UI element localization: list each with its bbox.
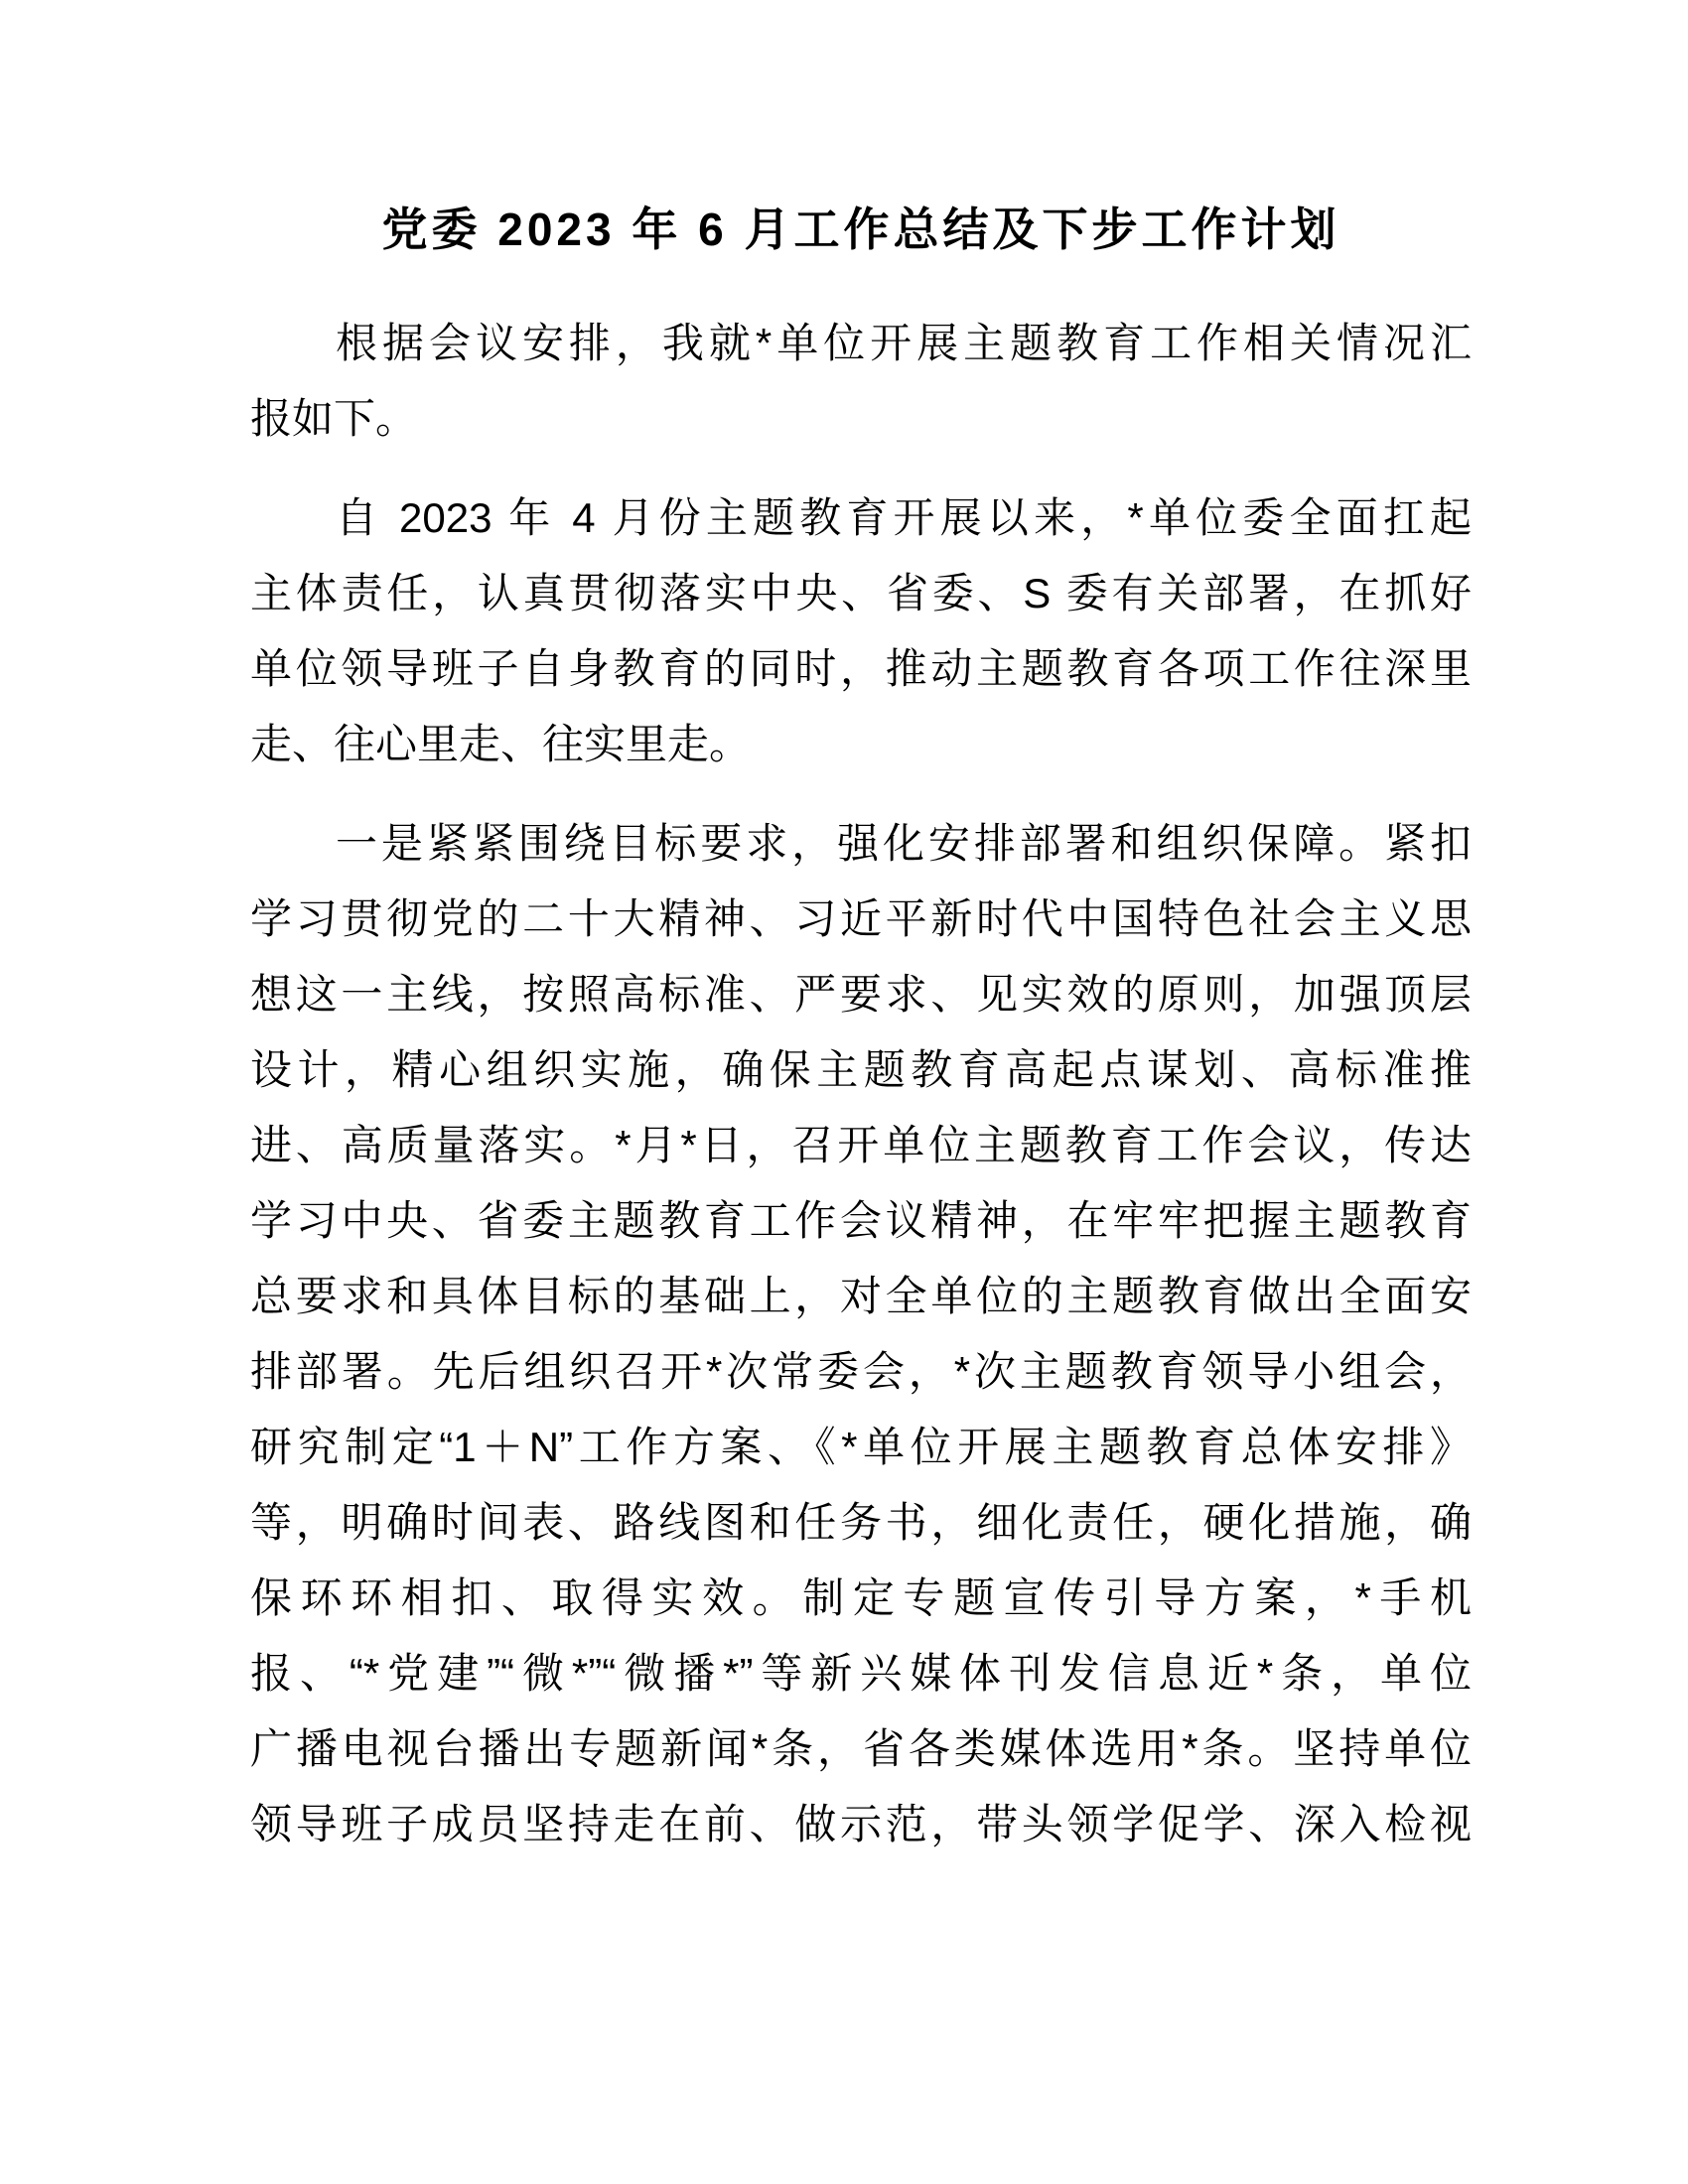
- text-line: 报如下。: [250, 395, 418, 442]
- text-line: 排部署。先后组织召开*次常委会，*次主题教育领导小组会，: [250, 1348, 1472, 1395]
- text-line: 保环环相扣、取得实效。制定专题宣传引导方案，*手机: [250, 1574, 1472, 1621]
- text-line: 广播电视台播出专题新闻*条，省各类媒体选用*条。坚持单位: [250, 1725, 1472, 1772]
- text-line: 主体责任，认真贯彻落实中央、省委、S 委有关部署，在抓好: [250, 570, 1472, 616]
- text-line: 设计，精心组织实施，确保主题教育高起点谋划、高标准推: [250, 1046, 1472, 1093]
- text-line: 单位领导班子自身教育的同时，推动主题教育各项工作往深里: [250, 645, 1472, 692]
- paragraph: [250, 806, 1472, 1862]
- text-line: 总要求和具体目标的基础上，对全单位的主题教育做出全面安: [250, 1273, 1472, 1319]
- text-line: 等，明确时间表、路线图和任务书，细化责任，硬化措施，确: [250, 1499, 1472, 1546]
- text-line: 报、“*党建”“微*”“微播*”等新兴媒体刊发信息近*条，单位: [250, 1650, 1472, 1697]
- text-line: 领导班子成员坚持走在前、做示范，带头领学促学、深入检视: [250, 1801, 1472, 1847]
- text-line: 自 2023 年 4 月份主题教育开展以来，*单位委全面扛起: [336, 494, 1472, 541]
- paragraph: [250, 480, 1472, 782]
- paragraph: [250, 306, 1472, 457]
- text-line: 研究制定“1＋N”工作方案、《*单位开展主题教育总体安排》: [250, 1424, 1472, 1470]
- text-line: 想这一主线，按照高标准、严要求、见实效的原则，加强顶层: [250, 971, 1472, 1018]
- text-line: 一是紧紧围绕目标要求，强化安排部署和组织保障。紧扣: [336, 820, 1472, 867]
- text-line: 学习中央、省委主题教育工作会议精神，在牢牢把握主题教育: [250, 1197, 1472, 1244]
- text-line: 进、高质量落实。*月*日，召开单位主题教育工作会议，传达: [250, 1122, 1472, 1168]
- text-line: 根据会议安排，我就*单位开展主题教育工作相关情况汇: [336, 320, 1472, 366]
- text-line: 学习贯彻党的二十大精神、习近平新时代中国特色社会主义思: [250, 895, 1472, 942]
- document-body: [250, 306, 1472, 1862]
- text-line: 走、往心里走、往实里走。: [250, 721, 752, 767]
- document-content: [250, 0, 1472, 1862]
- document-title: 党委 2023 年 6 月工作总结及下步工作计划: [381, 204, 1340, 255]
